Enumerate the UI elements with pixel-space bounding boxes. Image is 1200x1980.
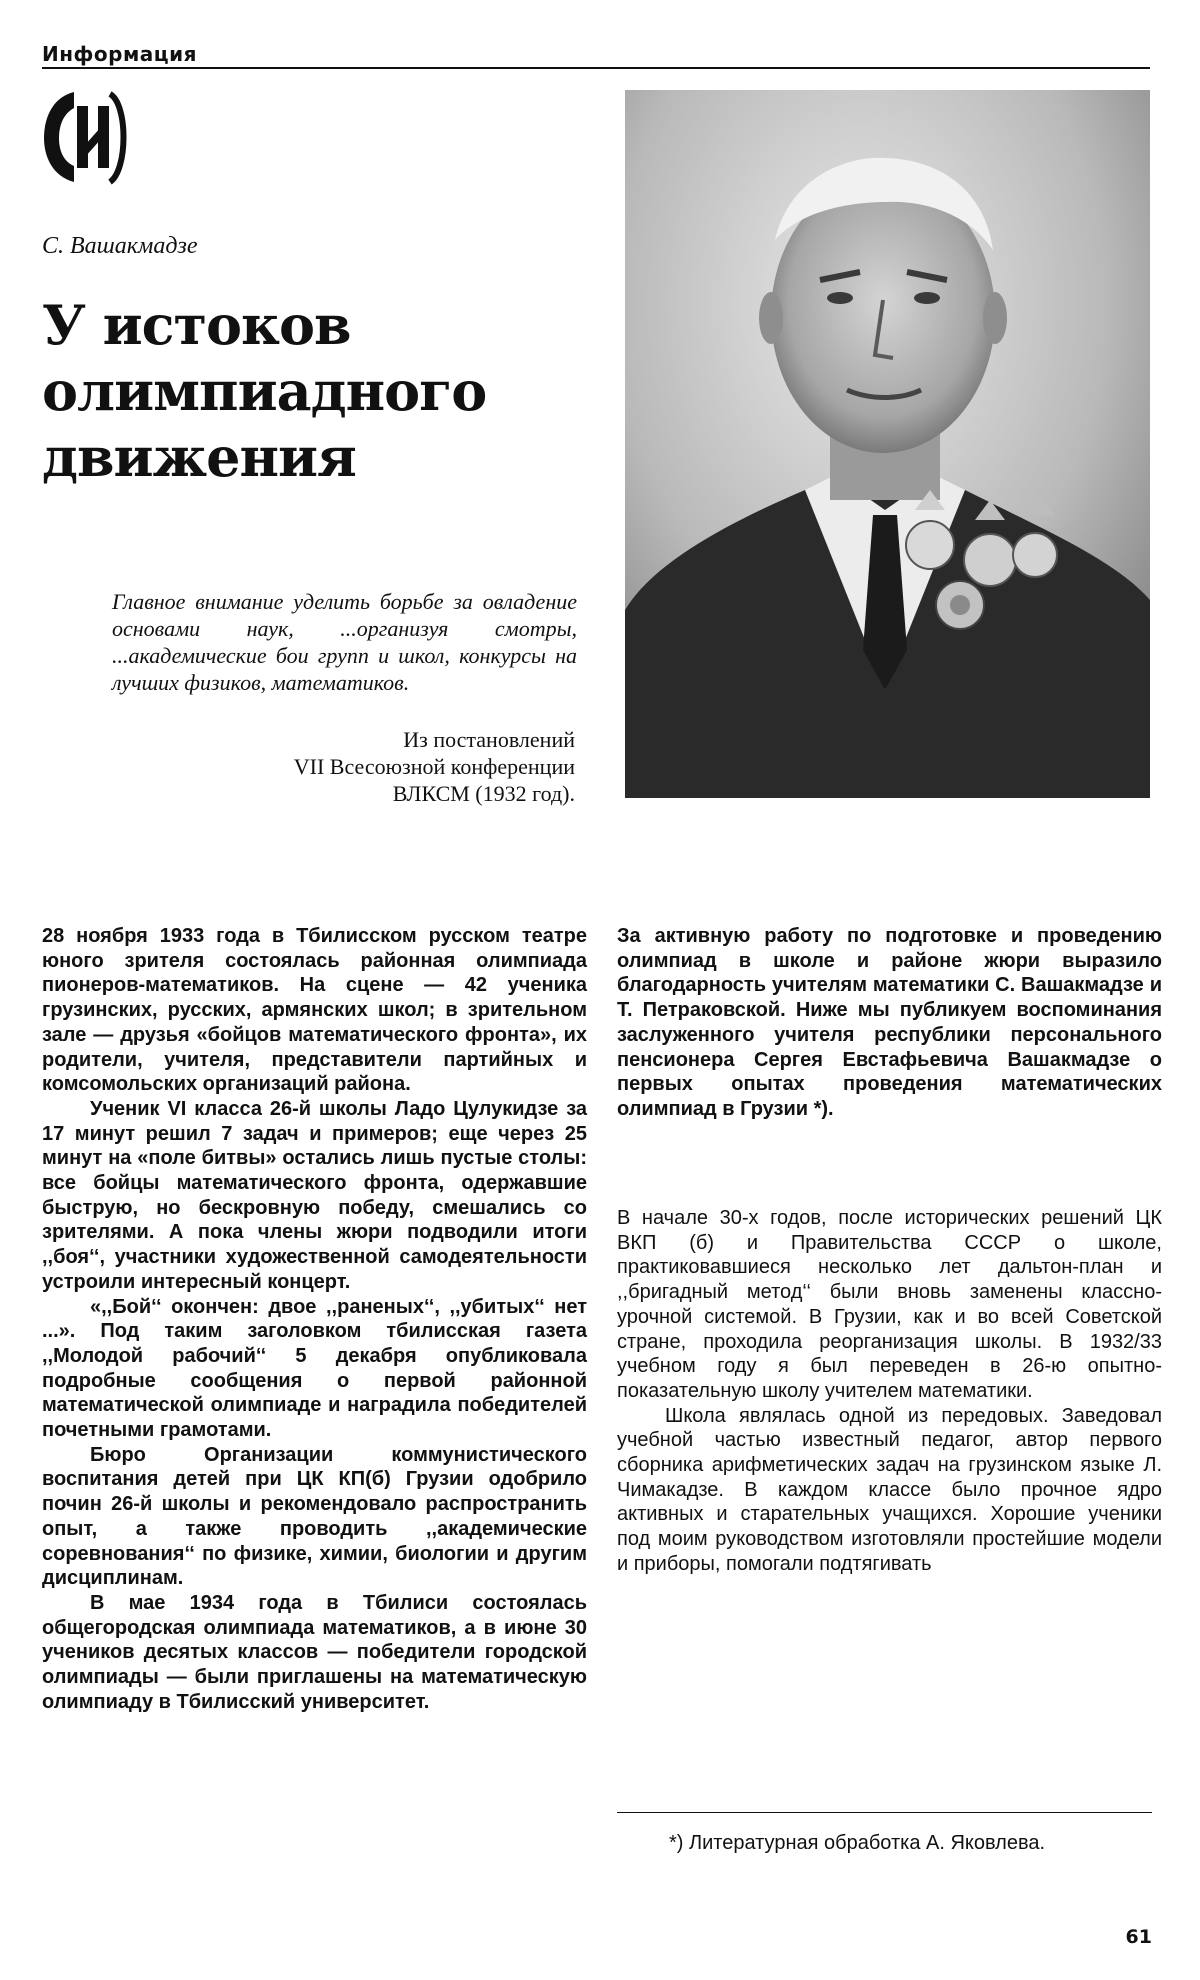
- epigraph-source-line: VII Всесоюзной конференции: [293, 754, 575, 779]
- footnote-rule: [617, 1812, 1152, 1813]
- title-line: движения: [42, 425, 356, 489]
- footnote: *) Литературная обработка А. Яковлева.: [669, 1832, 1046, 1854]
- section-logo-icon: [44, 88, 128, 186]
- paragraph: В начале 30-х годов, после исторических решений ЦК ВКП (б) и Правительства СССР о школе, практиковавшиеся несколько лет дальтон-план и ,,бригадный метод‘‘ были вновь заменены классно-урочной системой. В Грузии, как и во всей Советской стране, проходила реорганизация школы. В 1932/33 учебном году я был переведен в 26-ю опытно-показательную школу учителем математики.: [617, 1207, 1162, 1402]
- title-line: У истоков: [42, 293, 351, 357]
- paragraph: Ученик VI класса 26-й школы Ладо Цулукидзе за 17 минут решил 7 задач и примеров; еще через 25 минут на «поле битвы» остались лишь пустые столы: все бойцы математического фронта, одержавшие быструю, но бескровную победу, смешались со зрителями. А пока члены жюри подводили итоги ,,боя‘‘, участники художественной самодеятельности устроили интересный концерт.: [42, 1097, 587, 1293]
- title-line: олимпиадного: [42, 359, 487, 423]
- paragraph: В мае 1934 года в Тбилиси состоялась общегородская олимпиада математиков, а в июне 30 учеников десятых классов — победители городской олимпиады — были приглашены на математическую олимпиаду в Тбилисский университет.: [42, 1591, 587, 1713]
- paragraph: За активную работу по подготовке и проведению олимпиад в школе и районе жюри выразило благодарность учителям математики С. Вашакмадзе и Т. Петраковской. Ниже мы публикуем воспоминания заслуженного учителя республики персонального пенсионера Сергея Евстафьевича Вашакмадзе о первых опытах проведения математических олимпиад в Грузии *).: [617, 925, 1162, 1120]
- portrait-photo: [625, 90, 1150, 798]
- page-number: 61: [1125, 1926, 1152, 1948]
- paragraph: «,,Бой‘‘ окончен: двое ,,раненых‘‘, ,,убитых‘‘ нет ...». Под таким заголовком тбилисская газета ,,Молодой рабочий‘‘ 5 декабря опубликовала подробные сообщения о первой районной математической олимпиаде и наградила победителей почетными грамотами.: [42, 1295, 587, 1442]
- epigraph-source-line: ВЛКСМ (1932 год).: [392, 781, 575, 806]
- top-rule: [42, 67, 1150, 69]
- epigraph-source: [200, 726, 575, 807]
- paragraph: Бюро Организации коммунистического воспитания детей при ЦК КП(б) Грузии одобрило почин 26-й школы и рекомендовало распространить опыт, а также проводить ,,академические соревнования‘‘ по физике, химии, биологии и другим дисциплинам.: [42, 1443, 587, 1590]
- article-title: [42, 292, 562, 490]
- column-right-body: [617, 1206, 1162, 1577]
- column-right-intro: [617, 924, 1162, 1122]
- author-name: С. Вашакмадзе: [42, 233, 198, 259]
- portrait-photo-icon: [625, 90, 1150, 798]
- column-left: [42, 924, 587, 1715]
- epigraph: Главное внимание уделить борьбе за овладение основами наук, ...организуя смотры, ...академические бои групп и школ, конкурсы на лучших физиков, математиков.: [112, 589, 577, 695]
- paragraph: Школа являлась одной из передовых. Заведовал учебной частью известный педагог, автор первого сборника арифметических задач на грузинском языке Л. Чимакадзе. В каждом классе было прочное ядро активных и старательных учащихся. Хорошие ученики под моим руководством изготовляли простейшие модели и приборы, помогали подтягивать: [617, 1404, 1162, 1575]
- section-label: Информация: [42, 42, 197, 66]
- epigraph-source-line: Из постановлений: [403, 727, 575, 752]
- paragraph: 28 ноября 1933 года в Тбилисском русском театре юного зрителя состоялась районная олимпиада пионеров-математиков. На сцене — 42 ученика грузинских, русских, армянских школ; в зрительном зале — друзья «бойцов математического фронта», их родители, учителя, представители партийных и комсомольских организаций района.: [42, 925, 587, 1096]
